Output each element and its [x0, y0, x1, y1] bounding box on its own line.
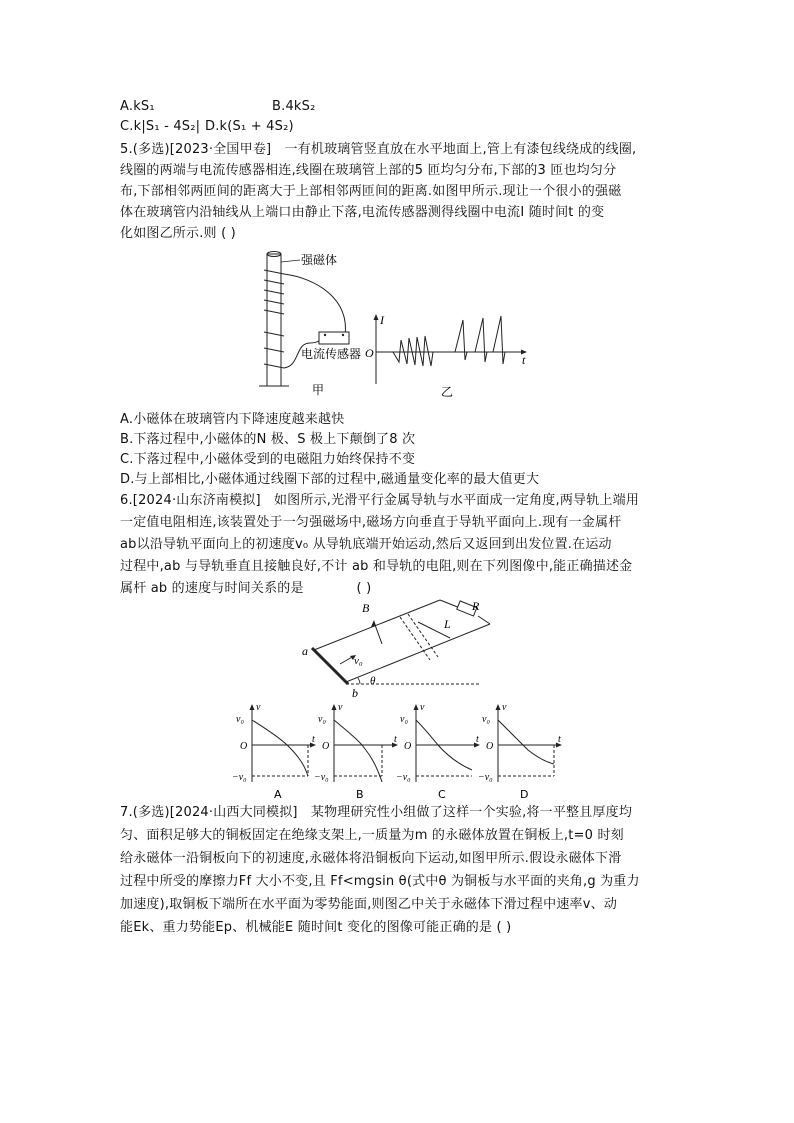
current-time-graph: [365, 313, 527, 399]
current-sensor: [319, 332, 349, 344]
svg-text:t: t: [476, 734, 479, 745]
lower-coil-pulse-3: [493, 316, 505, 364]
graph-d: [478, 702, 562, 800]
label-b-rod: b: [352, 686, 358, 698]
rod-ab: [312, 648, 348, 684]
graph-d-label: D: [520, 788, 529, 800]
svg-text:v: v: [256, 702, 261, 713]
label-r: R: [472, 599, 480, 613]
q5-stem-line-3: 布,下部相邻两匝间的距离大于上部相邻两匝间的距离.如图甲所示.现让一个很小的强磁: [120, 184, 622, 199]
svg-text:v: v: [338, 702, 343, 713]
sensor-label: 电流传感器: [301, 347, 362, 361]
lower-coil-pulse-2: [475, 318, 487, 362]
q6-stem-line-5: 属杆 ab 的速度与时间关系的是 ( ): [120, 581, 372, 596]
q5-option-a: A.小磁体在玻璃管内下降速度越来越快: [120, 412, 345, 427]
q7-stem-line-2: 匀、面积足够大的铜板固定在绝缘支架上,一质量为m 的永磁体放置在铜板上,t=0 时刻: [120, 828, 624, 843]
svg-text:t: t: [394, 734, 397, 745]
q5-option-d: D.与上部相比,小磁体通过线圈下部的过程中,磁通量变化率的最大值更大: [120, 472, 540, 487]
graph-b: [314, 702, 398, 800]
svg-text:v: v: [502, 702, 507, 713]
graph-a: [232, 702, 316, 800]
q7-stem-line-6: 能Ek、重力势能Ep、机械能E 随时间t 变化的图像可能正确的是 ( ): [120, 920, 512, 935]
fig-yi-label: 乙: [441, 385, 454, 399]
q6-rail-figure: [300, 598, 520, 698]
q7-stem-line-3: 给永磁体一沿铜板向下的初速度,永磁体将沿铜板向下运动,如图甲所示.假设永磁体下滑: [120, 851, 622, 866]
svg-text:t: t: [312, 734, 315, 745]
svg-text:v₀: v₀: [318, 714, 326, 725]
q4-option-b: B.4kS₂: [272, 99, 316, 114]
fig-jia-label: 甲: [312, 383, 325, 397]
svg-text:O: O: [486, 741, 494, 752]
svg-text:−v₀: −v₀: [396, 772, 411, 783]
svg-text:v: v: [420, 702, 425, 713]
label-v0: v₀: [354, 655, 363, 667]
q5-stem-line-2: 线圈的两端与电流传感器相连,线圈在玻璃管上部的5 匝均匀分布,下部的3 匝也均匀分: [120, 163, 617, 178]
q4-option-a: A.kS₁: [120, 99, 155, 114]
q7-stem-line-4: 过程中所受的摩擦力Ff 大小不变,且 Ff<mgsin θ(式中θ 为铜板与水平面的夹角,g 为重力: [120, 874, 640, 889]
rail-bottom: [346, 624, 490, 682]
upper-coil-pulses: [393, 336, 433, 366]
magnet-label: 强磁体: [301, 253, 338, 267]
svg-text:v₀: v₀: [236, 714, 244, 725]
q5-option-b: B.下落过程中,小磁体的N 极、S 极上下颠倒了8 次: [120, 432, 416, 447]
svg-text:O: O: [240, 741, 248, 752]
q7-stem-line-5: 加速度),取铜板下端所在水平面为零势能面,则图乙中关于永磁体下滑过程中速率v、动: [120, 897, 618, 912]
axis-t-label: t: [522, 353, 526, 367]
graph-a-label: A: [274, 788, 282, 800]
lower-coil-pulse-1: [455, 320, 467, 360]
svg-text:v₀: v₀: [400, 714, 408, 725]
graph-c: [396, 702, 480, 800]
axis-i-label: I: [380, 313, 384, 327]
svg-text:O: O: [322, 741, 330, 752]
q6-stem-line-4: 过程中,ab 与导轨垂直且接触良好,不计 ab 和导轨的电阻,则在下列图像中,能正确描述金: [120, 559, 633, 574]
q4-option-d: D.k(S₁ + 4S₂): [205, 119, 294, 134]
svg-text:−v₀: −v₀: [478, 772, 493, 783]
q4-option-c: C.k|S₁ - 4S₂|: [120, 119, 201, 134]
q7-stem-line-1: 7.(多选)[2024·山西大同模拟] 某物理研究性小组做了这样一个实验,将一平整且厚度均: [120, 805, 633, 820]
q5-option-c: C.下落过程中,小磁体受到的电磁阻力始终保持不变: [120, 452, 416, 467]
q6-vt-graphs: [228, 700, 568, 800]
q5-stem-line-5: 化如图乙所示.则 ( ): [120, 226, 236, 241]
svg-text:−v₀: −v₀: [314, 772, 329, 783]
q6-stem-line-3: ab以沿导轨平面向上的初速度v₀ 从导轨底端开始运动,然后又返回到出发位置.在运动: [120, 537, 612, 552]
graph-b-label: B: [356, 788, 364, 800]
svg-text:−v₀: −v₀: [232, 772, 247, 783]
svg-text:t: t: [558, 734, 561, 745]
label-a: a: [302, 644, 308, 658]
q5-stem-line-1: 5.(多选)[2023·全国甲卷] 一有机玻璃管竖直放在水平地面上,管上有漆包线绕成的线圈,: [120, 142, 637, 157]
q5-figure: [255, 248, 545, 408]
rail-top: [314, 600, 440, 650]
q6-stem-line-1: 6.[2024·山东济南模拟] 如图所示,光滑平行金属导轨与水平面成一定角度,两导轨上端用: [120, 493, 640, 508]
svg-text:v₀: v₀: [482, 714, 490, 725]
graph-c-label: C: [438, 788, 446, 800]
q5-stem-line-4: 体在玻璃管内沿轴线从上端口由静止下落,电流传感器测得线圈中电流I 随时间t 的变: [120, 205, 605, 220]
svg-text:O: O: [404, 741, 412, 752]
coil-lead-top: [284, 274, 345, 336]
origin-label: O: [365, 346, 374, 360]
label-theta: θ: [370, 675, 376, 687]
label-l: L: [444, 617, 451, 631]
q6-stem-line-2: 一定值电阻相连,该装置处于一匀强磁场中,磁场方向垂直于导轨平面向上.现有一金属杆: [120, 515, 622, 530]
label-b-field: B: [362, 601, 370, 615]
